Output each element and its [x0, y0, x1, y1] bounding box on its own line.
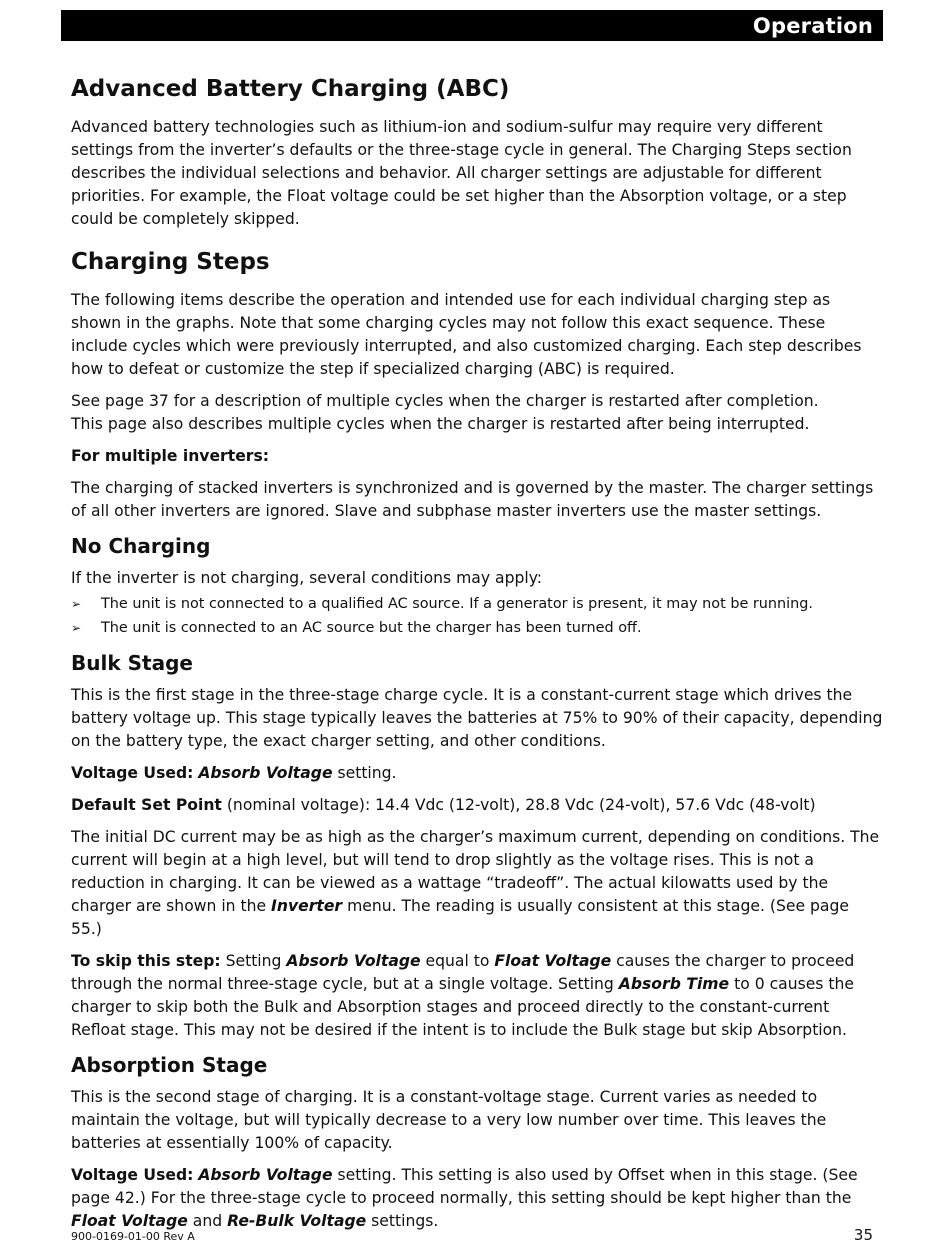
- charging-steps-paragraph: The following items describe the operation and intended use for each individual charging step as shown in the graphs. Note that some charging cycles may not follow this exact sequence. These include cycles which were previously interrupted, and also customized charging. Each step describes how to defeat or customize the step if specialized charging (ABC) is required.: [71, 291, 862, 378]
- section-header-bar: [61, 10, 883, 41]
- absorption-voltage-used: Voltage Used: Absorb Voltage setting. This setting is also used by Offset when in this stage. (See page 42.) For the three-stage cycle to proceed normally, this setting should be kept higher than the Float Voltage and Re-Bulk Voltage settings.: [71, 1166, 858, 1230]
- page-number: 35: [853, 1226, 873, 1244]
- page-reference-line-2: This page also describes multiple cycles when the charger is restarted after being interrupted.: [71, 415, 810, 433]
- page-content: [71, 74, 883, 1242]
- no-charging-intro: If the inverter is not charging, several conditions may apply:: [71, 569, 543, 587]
- multiple-inverters-heading: For multiple inverters:: [71, 447, 269, 465]
- abc-heading: Advanced Battery Charging (ABC): [71, 76, 510, 102]
- absorption-stage-paragraph: This is the second stage of charging. It is a constant-voltage stage. Current varies as needed to maintain the voltage, but will typically decrease to a very low number over time. This leaves the batteries at essentially 100% of capacity.: [71, 1088, 827, 1152]
- multiple-inverters-paragraph: The charging of stacked inverters is synchronized and is governed by the master. The charger settings of all other inverters are ignored. Slave and subphase master inverters use the master settings.: [71, 479, 874, 520]
- bulk-stage-paragraph: This is the first stage in the three-stage charge cycle. It is a constant-current stage which drives the battery voltage up. This stage typically leaves the batteries at 75% to 90% of their capacity, depending on the battery type, the exact charger setting, and other conditions.: [71, 686, 883, 750]
- list-item: ➢ The unit is connected to an AC source but the charger has been turned off.: [71, 616, 883, 640]
- page-reference-line-1: See page 37 for a description of multiple cycles when the charger is restarted after completion.: [71, 392, 819, 410]
- absorption-stage-heading: Absorption Stage: [71, 1053, 268, 1077]
- bulk-stage-heading: Bulk Stage: [71, 651, 193, 675]
- arrow-bullet-icon: ➢: [71, 621, 82, 635]
- bulk-skip-paragraph: To skip this step: Setting Absorb Voltage equal to Float Voltage causes the charger to proceed through the normal three-stage cycle, but at a single voltage. Setting Absorb Time to 0 causes the charger to skip both the Bulk and Absorption stages and proceed directly to the constant-current Refloat stage. This may not be desired if the intent is to include the Bulk stage but skip Absorption.: [71, 952, 855, 1039]
- charging-steps-page-reference: [71, 390, 883, 436]
- bulk-default-set-point: Default Set Point (nominal voltage): 14.4 Vdc (12-volt), 28.8 Vdc (24-volt), 57.6 Vdc (48-volt): [71, 796, 816, 814]
- charging-steps-heading: Charging Steps: [71, 249, 270, 275]
- bulk-voltage-used: Voltage Used: Absorb Voltage setting.: [71, 764, 397, 782]
- arrow-bullet-icon: ➢: [71, 597, 82, 611]
- bulk-current-paragraph: The initial DC current may be as high as the charger’s maximum current, depending on conditions. The current will begin at a high level, but will tend to drop slightly as the voltage rises. This is not a reduction in charging. It can be viewed as a wattage “tradeoff”. The actual kilowatts used by the charger are shown in the Inverter menu. The reading is usually consistent at this stage. (See page 55.): [71, 828, 880, 938]
- document-number: 900-0169-01-00 Rev A: [71, 1230, 195, 1243]
- no-charging-list: [71, 592, 883, 640]
- section-title: Operation: [752, 14, 873, 38]
- abc-paragraph: Advanced battery technologies such as lithium-ion and sodium-sulfur may require very different settings from the inverter’s defaults or the three-stage cycle in general. The Charging Steps section describes the individual selections and behavior. All charger settings are adjustable for different priorities. For example, the Float voltage could be set higher than the Absorption voltage, or a step could be completely skipped.: [71, 118, 852, 228]
- no-charging-heading: No Charging: [71, 534, 211, 558]
- list-item: ➢ The unit is not connected to a qualified AC source. If a generator is present, it may not be running.: [71, 592, 883, 616]
